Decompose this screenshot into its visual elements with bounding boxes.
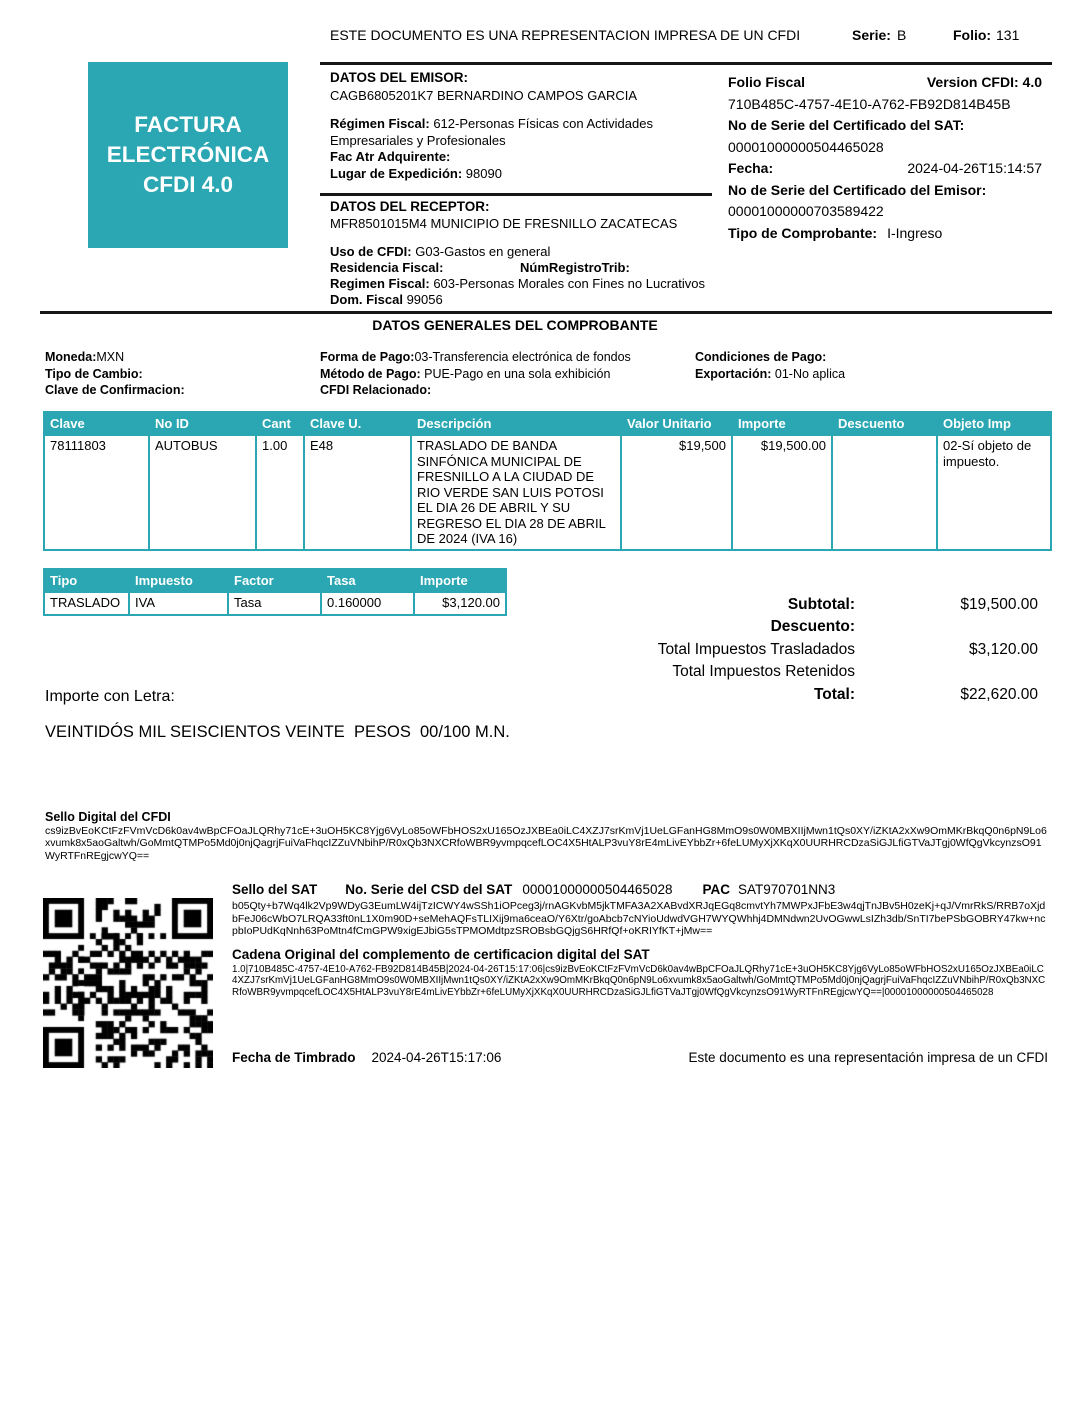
item-row — [44, 435, 1051, 550]
tax-importe: $3,120.00 — [414, 592, 506, 615]
generales-title: DATOS GENERALES DEL COMPROBANTE — [372, 317, 658, 333]
item-noid: AUTOBUS — [149, 435, 256, 550]
tipo-comprobante-row — [728, 223, 1042, 245]
tipo-cambio-label: Tipo de Cambio: — [45, 366, 143, 381]
total-label: Total: — [813, 686, 855, 703]
lugar-expedicion-row — [330, 166, 722, 183]
uso-cfdi-row — [330, 244, 722, 260]
importe-letra-label: Importe con Letra: — [45, 688, 175, 705]
tipo-comprobante-label: Tipo de Comprobante: — [728, 224, 878, 241]
emisor-section — [330, 70, 722, 182]
pac-value: SAT970701NN3 — [738, 882, 836, 897]
clave-confirmacion-label: Clave de Confirmacion: — [45, 383, 185, 397]
cadena-title: Cadena Original del complemento de certificacion digital del SAT — [232, 946, 650, 962]
items-header-noid: No ID — [149, 412, 256, 435]
items-header-cant: Cant — [256, 412, 304, 435]
sello-sat-value: b05Qty+b7Wq4lk2Vp9WDyG3EumLW4ijTzICWY4wSSh1iOPceg3j/rnAGKvbM5jkTMFA3A2XABvdXRJqEGq8cmvtYh7MWPxJFbE3w4qjTnJBv5H0zeKj+qJ/VmrRkS/RRB7oXjdbFeJ06cWbO7LRQA33ft0nL1X0m90D+seMehAQFsTLIXij9ma6ceaO/Y6Xtr/goAbcb7cNYioUdwdVGH7WYQWhhj4DMNdwn2UvOGwwLsIZh3db/SnTI7bePSbGOBRY47kw+ncpbIoPUdKqNnh63PoMtn4fCmGPW9xigEJbiG5sTPMOMdtpzSROBsbGQjgS6HRfQf+oKRIYfKT+jMw== — [232, 900, 1046, 938]
timbrado-value: 2024-04-26T15:17:06 — [371, 1050, 502, 1065]
fac-atr-label: Fac Atr Adquirente: — [330, 149, 451, 164]
generales-col3 — [695, 349, 845, 382]
regimen-fiscal-label: Régimen Fiscal: — [330, 116, 434, 131]
generales-col2 — [320, 349, 631, 399]
sat-header-row — [232, 882, 1049, 897]
badge-line3: CFDI 4.0 — [142, 171, 234, 197]
folio-value: 131 — [996, 27, 1020, 43]
receptor-section — [330, 199, 722, 308]
lugar-expedicion-label: Lugar de Expedición: — [330, 165, 466, 181]
folio-label: Folio: — [953, 27, 992, 43]
emisor-title: DATOS DEL EMISOR: — [330, 70, 469, 85]
residencia-fiscal-label: Residencia Fiscal: — [330, 260, 444, 275]
uso-cfdi-label: Uso de CFDI: — [330, 244, 416, 259]
sello-cfdi-title: Sello Digital del CFDI — [45, 810, 171, 824]
tax-factor: Tasa — [228, 592, 321, 615]
sat-qr-code — [43, 898, 213, 1068]
item-cant: 1.00 — [256, 435, 304, 550]
emisor-name: CAGB6805201K7 BERNARDINO CAMPOS GARCIA — [330, 87, 638, 103]
serie-value: B — [897, 27, 907, 43]
timbrado-row — [232, 1050, 501, 1065]
importe-letra-value: VEINTIDÓS MIL SEISCIENTOS VEINTE PESOS 00/100 M.N. — [45, 723, 510, 741]
receptor-regimen-label: Regimen Fiscal: — [330, 276, 434, 291]
tax-tipo: TRASLADO — [44, 592, 129, 615]
items-header-clave: Clave — [44, 412, 149, 435]
fecha-value: 2024-04-26T15:14:57 — [907, 160, 1042, 176]
tax-header-impuesto: Impuesto — [129, 569, 228, 592]
num-registro-label: NúmRegistroTrib: — [520, 260, 630, 275]
folio-fiscal-label: Folio Fiscal — [728, 74, 806, 90]
factura-badge — [88, 62, 288, 248]
fecha-label: Fecha: — [728, 160, 774, 176]
trasladados-label: Total Impuestos Trasladados — [657, 641, 855, 658]
residencia-row — [330, 260, 722, 276]
dom-fiscal-label: Dom. Fiscal — [330, 292, 407, 307]
version-cfdi-label: Version CFDI: 4.0 — [926, 74, 1042, 90]
item-clave: 78111803 — [44, 435, 149, 550]
exportacion-value: 01-No aplica — [774, 366, 846, 381]
tax-row — [44, 592, 506, 615]
badge-line1: FACTURA — [134, 112, 242, 138]
uuid-value: 710B485C-4757-4E10-A762-FB92D814B45B — [728, 95, 1011, 112]
metodo-pago-value: PUE-Pago en una sola exhibición — [424, 366, 611, 381]
pac-label: PAC — [702, 882, 730, 897]
moneda-label: Moneda: — [45, 350, 97, 364]
receptor-title: DATOS DEL RECEPTOR: — [330, 199, 490, 214]
cfdi-relacionado-label: CFDI Relacionado: — [320, 383, 432, 397]
forma-pago-value: 03-Transferencia electrónica de fondos — [414, 350, 631, 364]
sello-cfdi-section — [45, 810, 1051, 862]
tax-header-importe: Importe — [414, 569, 506, 592]
items-header-objeto-imp: Objeto Imp — [937, 412, 1051, 435]
emisor-regimen-row — [330, 116, 722, 149]
tax-header-tasa: Tasa — [321, 569, 414, 592]
items-table — [43, 411, 1052, 551]
fecha-row — [728, 158, 1042, 180]
divider-emisor-receptor — [320, 193, 712, 196]
metodo-pago-label: Método de Pago: — [320, 366, 425, 381]
dom-fiscal-row — [330, 292, 722, 308]
tax-header-factor: Factor — [228, 569, 321, 592]
regimen-fiscal-value: 612-Personas Físicas con Actividades Empresariales y Profesionales — [330, 116, 653, 148]
subtotal-value: $19,500.00 — [960, 596, 1038, 613]
subtotal-label: Subtotal: — [787, 596, 855, 613]
timbrado-label: Fecha de Timbrado — [232, 1050, 356, 1065]
receptor-name: MFR8501015M4 MUNICIPIO DE FRESNILLO ZACATECAS — [330, 216, 678, 231]
footer-note: Este documento es una representación impresa de un CFDI — [688, 1050, 1048, 1065]
moneda-value: MXN — [96, 350, 125, 364]
representation-note: ESTE DOCUMENTO ES UNA REPRESENTACION IMPRESA DE UN CFDI — [330, 27, 801, 43]
tax-table — [43, 568, 507, 616]
receptor-regimen-value: 603-Personas Morales con Fines no Lucrativos — [433, 276, 706, 291]
items-header-importe: Importe — [732, 412, 832, 435]
cadena-value: 1.0|710B485C-4757-4E10-A762-FB92D814B45B|2024-04-26T15:17:06|cs9izBvEoKCtFzFVmVcD6k0av4wBpCFOaJLQRhy71cE+3uOH5KC8Yjg6VyLo85oWFbHOS2xU165OzJXBEa0iLC4XZJ7srKmVj1UeLGFanHG8MmO9s0W0MBXIIjMwn1tQs0XY/iZKtA2xXw9OmMKrBkqQ0n6pN9Lo6xvumk8x5aoGaltwh/GoMmtQTMPo5Md0j0njQagrjFuiVaFhqcIZZuVNbihP/R0xQb3NXCRfoWBR9yvmpqcefLOC4X5HtALP3vuY8rE4mLivEYbbZr+6feLUMyXjXKqX0UURHRCDzaSiGJLfiGTVaJTgj0WfQgVkcynzsO91WyRTFnREgjcwYQ==|00001000000504465028 — [232, 963, 1046, 998]
descuento-label: Descuento: — [770, 618, 855, 635]
receptor-regimen-row — [330, 276, 722, 292]
tax-tasa: 0.160000 — [321, 592, 414, 615]
tipo-comprobante-value: I-Ingreso — [887, 224, 943, 241]
top-note-row — [0, 27, 1088, 45]
divider-top — [320, 62, 1052, 65]
item-descripcion: TRASLADO DE BANDA SINFÓNICA MUNICIPAL DE FRESNILLO A LA CIUDAD DE RIO VERDE SAN LUIS POTOSI EL DIA 26 DE ABRIL Y SU REGRESO EL DIA 28 DE ABRIL DE 2024 (IVA 16) — [411, 435, 621, 550]
emisor-cert-label: No de Serie del Certificado del Emisor: — [728, 181, 987, 198]
item-claveu: E48 — [304, 435, 411, 550]
exportacion-label: Exportación: — [695, 366, 775, 381]
items-header-row — [44, 412, 1051, 435]
folio-fiscal-row — [728, 72, 1042, 94]
items-header-valor-unitario: Valor Unitario — [621, 412, 732, 435]
sat-cert-value: 00001000000504465028 — [728, 138, 884, 155]
items-header-descripcion: Descripción — [411, 412, 621, 435]
item-objeto-imp: 02-Sí objeto de impuesto. — [937, 435, 1051, 550]
forma-pago-label: Forma de Pago: — [320, 350, 415, 364]
sat-cert-label: No de Serie del Certificado del SAT: — [728, 117, 965, 133]
tax-header-row — [44, 569, 506, 592]
item-importe: $19,500.00 — [732, 435, 832, 550]
csd-serial-label: No. Serie del CSD del SAT — [345, 882, 513, 897]
tax-impuesto: IVA — [129, 592, 228, 615]
emisor-cert-value: 00001000000703589422 — [728, 203, 884, 219]
sello-sat-label: Sello del SAT — [232, 882, 318, 897]
generales-col1 — [45, 349, 185, 399]
serie-label: Serie: — [852, 27, 891, 43]
uso-cfdi-value: G03-Gastos en general — [415, 244, 551, 259]
badge-line2: ELECTRÓNICA — [106, 142, 270, 168]
sat-section — [232, 882, 1049, 999]
item-valor-unitario: $19,500 — [621, 435, 732, 550]
divider-generales — [40, 311, 1052, 314]
fiscal-section — [728, 72, 1042, 244]
item-descuento — [832, 435, 937, 550]
csd-serial-value: 00001000000504465028 — [522, 882, 673, 897]
condiciones-pago-label: Condiciones de Pago: — [695, 350, 827, 364]
lugar-expedicion-value: 98090 — [465, 165, 502, 181]
total-value: $22,620.00 — [960, 686, 1038, 703]
dom-fiscal-value: 99056 — [406, 292, 443, 307]
trasladados-value: $3,120.00 — [969, 641, 1038, 658]
sello-cfdi-value: cs9izBvEoKCtFzFVmVcD6k0av4wBpCFOaJLQRhy71cE+3uOH5KC8Yjg6VyLo85oWFbHOS2xU165OzJXBEa0iLC4XZJ7srKmVj1UeLGFanHG8MmO9s0W0MBXIIjMwn1tQs0XY/iZKtA2xXw9OmMKrBkqQ0n6pN9Lo6xvumk8x5aoGaltwh/GoMmtQTMPo5Md0j0njQagrjFuiVaFhqcIZZuVNbihP/R0xQb3NXCRfoWBR9yvmpqcefLOC4X5HtALP3vuY8rE4mLivEYbbZr+6feLUMyXjXKqX0UURHRCDzaSiGJLfiGTVaJTgj0WfQgVkcynzsO91WyRTFnREgjcwYQ== — [45, 825, 1047, 862]
tax-header-tipo: Tipo — [44, 569, 129, 592]
retenidos-label: Total Impuestos Retenidos — [672, 663, 855, 680]
items-header-claveu: Clave U. — [304, 412, 411, 435]
items-header-descuento: Descuento — [832, 412, 937, 435]
